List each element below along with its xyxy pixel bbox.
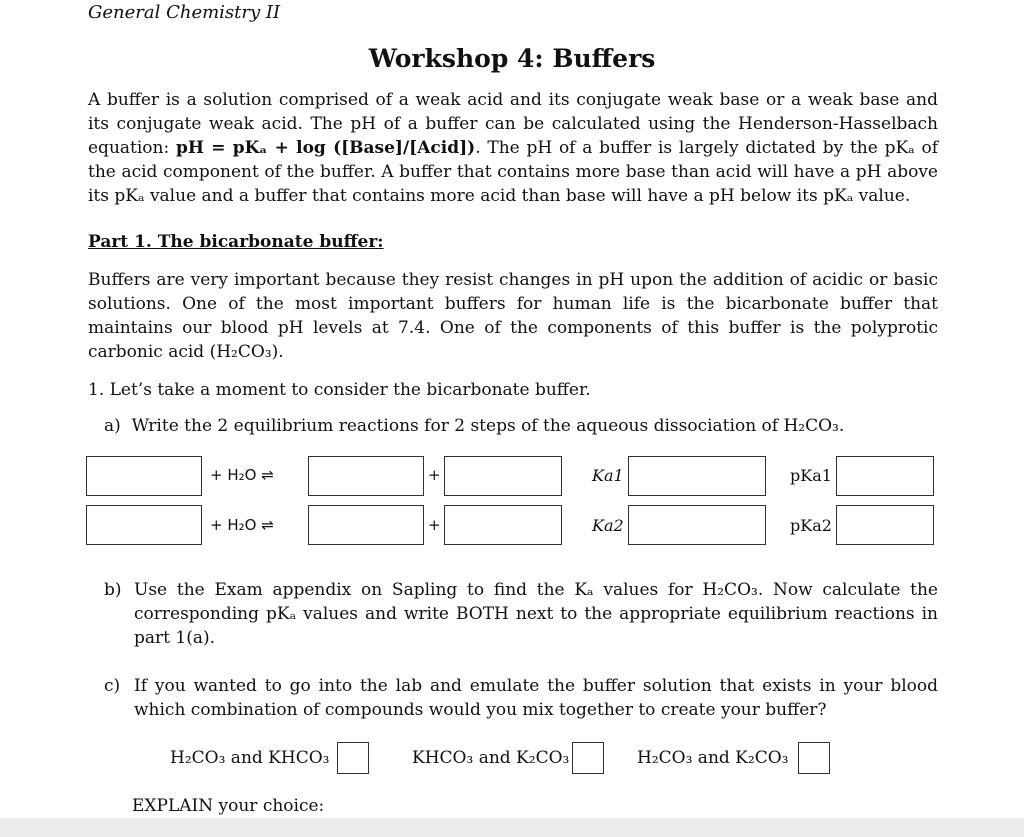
part1-paragraph: Buffers are very important because they resist changes in pH upon the addition of acidic or basic solutions. One of the most important buffers for human life is the bicarbonate buffer that maintains our blood pH levels at 7.4. One of the components of this buffer is the polyprotic carbonic acid (H₂CO₃).	[88, 270, 938, 362]
page-bottom-edge	[0, 818, 1024, 837]
choice-1-checkbox[interactable]	[337, 742, 369, 774]
reaction2-water-equilibrium: + H₂O ⇌	[210, 516, 274, 534]
ka2-answer-box[interactable]	[628, 505, 766, 545]
question-1b-label: b)	[104, 580, 122, 600]
question-1b	[104, 578, 938, 650]
choice-2-label: KHCO₃ and K₂CO₃	[412, 748, 570, 768]
question-1c	[104, 674, 938, 722]
choice-2-checkbox[interactable]	[572, 742, 604, 774]
reaction1-plus: +	[428, 466, 441, 484]
question-1c-text: If you wanted to go into the lab and emulate the buffer solution that exists in your blood which combination of compounds would you mix together to create your buffer?	[134, 676, 938, 720]
question-1a-text: Write the 2 equilibrium reactions for 2 steps of the aqueous dissociation of H₂CO₃.	[131, 416, 845, 436]
question-1a	[104, 416, 844, 436]
reaction2-product2-box[interactable]	[444, 505, 562, 545]
intro-paragraph	[88, 88, 938, 208]
reaction1-product2-box[interactable]	[444, 456, 562, 496]
question-1b-text: Use the Exam appendix on Sapling to find the Kₐ values for H₂CO₃. Now calculate the corresponding pKₐ values and write BOTH next to the appropriate equilibrium reactions in part 1(a).	[134, 580, 938, 648]
choice-1-label: H₂CO₃ and KHCO₃	[170, 748, 330, 768]
pka2-label: pKa2	[790, 516, 832, 535]
reaction1-water-equilibrium: + H₂O ⇌	[210, 466, 274, 484]
question-1: 1. Let’s take a moment to consider the bicarbonate buffer.	[88, 380, 591, 400]
pka1-answer-box[interactable]	[836, 456, 934, 496]
reaction2-reactant-box[interactable]	[86, 505, 202, 545]
reaction1-reactant-box[interactable]	[86, 456, 202, 496]
page-title: Workshop 4: Buffers	[368, 44, 656, 73]
course-name: General Chemistry II	[88, 2, 281, 23]
ka2-label: Ka2	[592, 516, 624, 535]
choice-3-label: H₂CO₃ and K₂CO₃	[637, 748, 789, 768]
explain-prompt: EXPLAIN your choice:	[132, 796, 325, 816]
intro-text-before: A buffer is a solution comprised of a weak acid and its conjugate weak base or a weak base and its conjugate weak acid. The pH of a buffer can be calculated using the Henderson-Hasselbach equation:	[88, 90, 938, 158]
henderson-hasselbach-equation: pH = pKₐ + log ([Base]/[Acid])	[175, 138, 476, 158]
part1-heading: Part 1. The bicarbonate buffer:	[88, 232, 384, 252]
question-1a-label: a)	[104, 416, 121, 436]
choice-3-checkbox[interactable]	[798, 742, 830, 774]
reaction2-product1-box[interactable]	[308, 505, 424, 545]
question-1c-label: c)	[104, 676, 121, 696]
pka2-answer-box[interactable]	[836, 505, 934, 545]
ka1-label: Ka1	[592, 466, 624, 485]
ka1-answer-box[interactable]	[628, 456, 766, 496]
pka1-label: pKa1	[790, 466, 832, 485]
reaction2-plus: +	[428, 516, 441, 534]
intro-text-after: . The pH of a buffer is largely dictated by the pKₐ of the acid component of the buffer. A buffer that contains more base than acid will have a pH above its pKₐ value and a buffer that contains more acid than base will have a pH below its pKₐ value.	[88, 138, 938, 206]
reaction1-product1-box[interactable]	[308, 456, 424, 496]
